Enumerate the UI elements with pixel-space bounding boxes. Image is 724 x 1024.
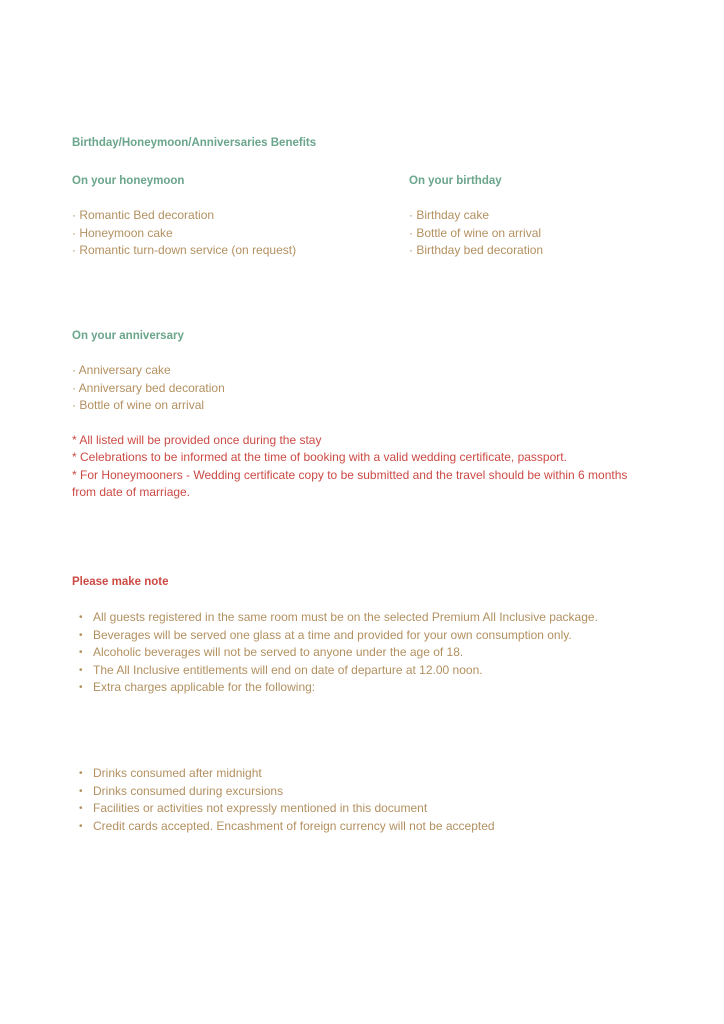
- note-item: • All guests registered in the same room must be on the selected Premium All Inclusive package.: [72, 609, 644, 627]
- note-list: [72, 609, 644, 697]
- section-title: Birthday/Honeymoon/Anniversaries Benefits: [72, 137, 317, 149]
- condition-line: * Celebrations to be informed at the time of booking with a valid wedding certificate, passport.: [72, 450, 567, 465]
- birthday-item: · Bottle of wine on arrival: [409, 225, 542, 240]
- anniversary-heading: On your anniversary: [72, 330, 184, 342]
- honeymoon-item: · Honeymoon cake: [72, 225, 173, 240]
- condition-line: * All listed will be provided once during the stay: [72, 433, 322, 447]
- extra-charge-item: • Drinks consumed after midnight: [72, 765, 644, 783]
- note-heading: Please make note: [72, 576, 169, 588]
- honeymoon-item: · Romantic turn-down service (on request): [72, 243, 297, 257]
- anniversary-list: [72, 362, 225, 415]
- anniversary-item: · Anniversary cake: [72, 363, 171, 377]
- extra-charge-item: • Facilities or activities not expressly mentioned in this document: [72, 800, 644, 818]
- birthday-item: · Birthday bed decoration: [409, 243, 544, 257]
- anniversary-item: · Bottle of wine on arrival: [72, 398, 205, 412]
- note-item: • Beverages will be served one glass at a time and provided for your own consumption only.: [72, 627, 644, 645]
- condition-line: * For Honeymooners - Wedding certificate copy to be submitted and the travel should be within 6 months from date of marriage.: [72, 467, 628, 500]
- extra-charges-list: [72, 765, 644, 835]
- honeymoon-list: [72, 207, 296, 260]
- note-item: • Alcoholic beverages will not be served to anyone under the age of 18.: [72, 644, 644, 662]
- conditions-block: [72, 432, 644, 502]
- extra-charge-item: • Drinks consumed during excursions: [72, 783, 644, 801]
- honeymoon-heading: On your honeymoon: [72, 175, 185, 187]
- extra-charge-item: • Credit cards accepted. Encashment of foreign currency will not be accepted: [72, 818, 644, 836]
- anniversary-item: · Anniversary bed decoration: [72, 380, 225, 395]
- note-item: • The All Inclusive entitlements will end on date of departure at 12.00 noon.: [72, 662, 644, 680]
- birthday-heading: On your birthday: [409, 175, 502, 187]
- birthday-list: [409, 207, 543, 260]
- note-item: • Extra charges applicable for the following:: [72, 679, 644, 697]
- birthday-item: · Birthday cake: [409, 208, 490, 222]
- honeymoon-item: · Romantic Bed decoration: [72, 208, 215, 222]
